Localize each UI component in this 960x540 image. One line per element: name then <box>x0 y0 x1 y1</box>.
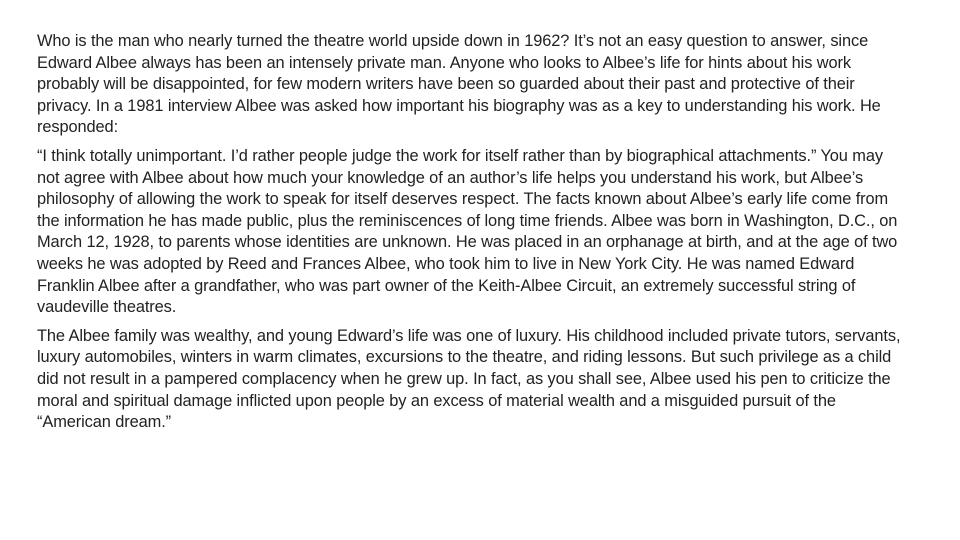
paragraph-introduction: Who is the man who nearly turned the theatre world upside down in 1962? It’s not an easy question to answer, since Edward Albee always has been an intensely private man. Anyone who looks to Albee’s life for hints about his work probably will be disappointed, for few modern writers have been so guarded about their past and protective of their privacy. In a 1981 interview Albee was asked how important his biography was as a key to understanding his work. He responded: <box>37 32 881 137</box>
paragraph-early-life: “I think totally unimportant. I’d rather people judge the work for itself rather than by biographical attachments.” You may not agree with Albee about how much your knowledge of an author’s life helps you understand his work, but Albee’s philosophy of allowing the work to speak for itself deserves respect. The facts known about Albee’s early life come from the information he has made public, plus the reminiscences of long time friends. Albee was born in Washington, D.C., on March 12, 1928, to parents whose identities are unknown. He was placed in an orphanage at birth, and at the age of two weeks he was adopted by Reed and Frances Albee, who took him to live in New York City. He was named Edward Franklin Albee after a grandfather, who was part owner of the Keith-Albee Circuit, an extremely successful string of vaudeville theatres. <box>37 146 898 317</box>
paragraph-childhood: The Albee family was wealthy, and young Edward’s life was one of luxury. His childhood included private tutors, servants, luxury automobiles, winters in warm climates, excursions to the theatre, and riding lessons. But such privilege as a child did not result in a pampered complacency when he grew up. In fact, as you shall see, Albee used his pen to criticize the moral and spiritual damage inflicted upon people by an excess of material wealth and a misguided pursuit of the “American dream.” <box>37 326 901 432</box>
text-slide <box>37 31 905 441</box>
